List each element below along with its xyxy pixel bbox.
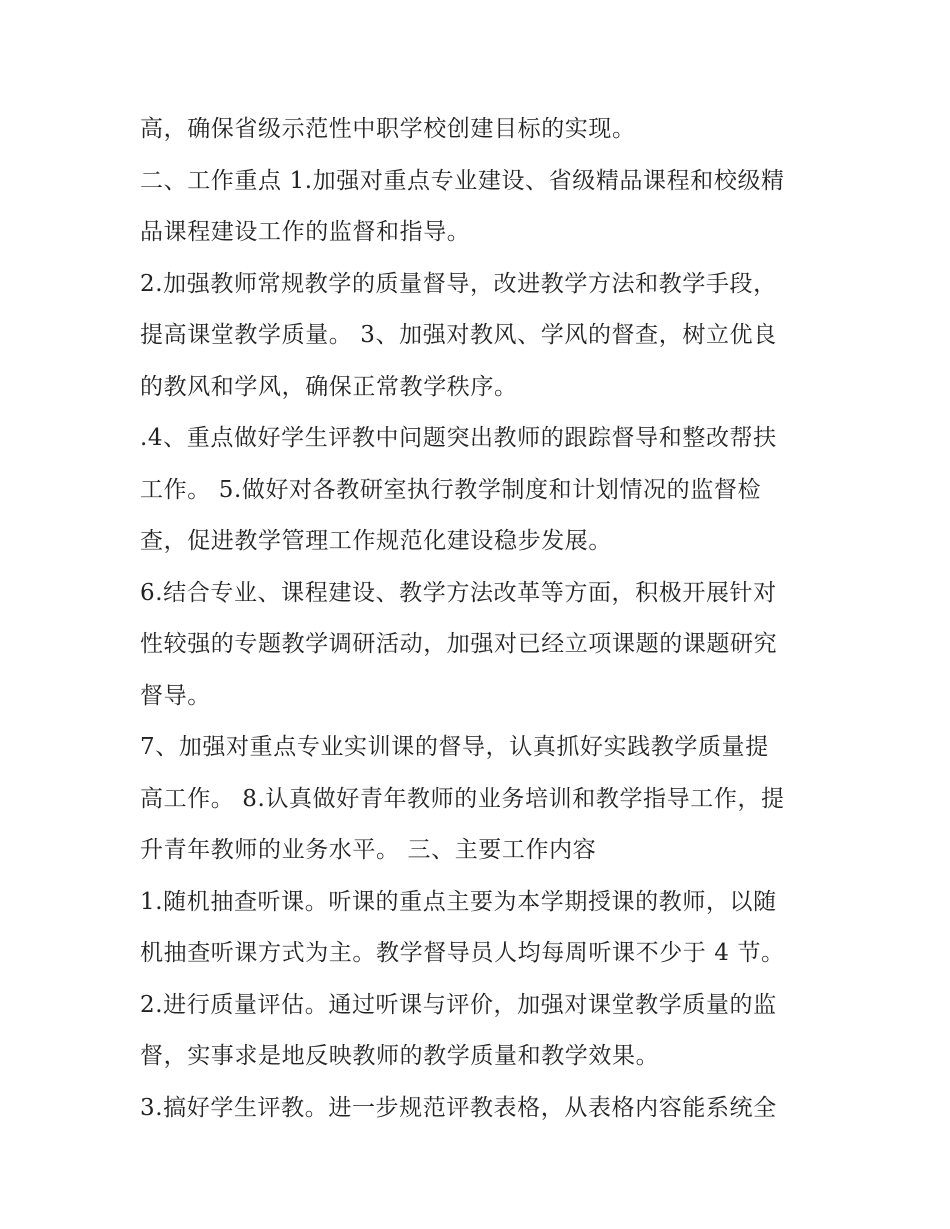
text-line: 的教风和学风，确保正常教学秩序。 [140, 373, 518, 400]
text-line: 品课程建设工作的监督和指导。 [140, 219, 471, 245]
text-line: 工作。 5.做好对各教研室执行教学制度和计划情况的监督检 [140, 476, 762, 503]
text-line: 1.随机抽查听课。听课的重点主要为本学期授课的教师，以随 [140, 888, 777, 915]
text-line: 3.搞好学生评教。进一步规范评教表格，从表格内容能系统全 [140, 1094, 777, 1121]
text-line: 提高课堂教学质量。 3、加强对教风、学风的督查，树立优良 [140, 322, 777, 348]
text-line: 督导。 [140, 682, 211, 709]
text-line: 7、加强对重点专业实训课的督导，认真抓好实践教学质量提 [140, 734, 769, 760]
text-line: .4、重点做好学生评教中问题突出教师的跟踪督导和整改帮扶 [140, 425, 777, 451]
text-line: 高，确保省级示范性中职学校创建目标的实现。 [140, 116, 636, 142]
text-line: 高工作。 8.认真做好青年教师的业务培训和教学指导工作，提 [140, 785, 785, 812]
text-line: 6.结合专业、课程建设、教学方法改革等方面，积极开展针对 [140, 579, 777, 606]
document-body [140, 104, 820, 1134]
text-line: 二、工作重点 1.加强对重点专业建设、省级精品课程和校级精 [140, 167, 785, 194]
text-line: 查，促进教学管理工作规范化建设稳步发展。 [140, 528, 612, 554]
text-line: 机抽查听课方式为主。教学督导员人均每周听课不少于 4 节。 [140, 940, 785, 966]
text-line: 2.进行质量评估。通过听课与评价，加强对课堂教学质量的监 [140, 991, 777, 1018]
text-line: 性较强的专题教学调研活动，加强对已经立项课题的课题研究 [140, 631, 778, 657]
text-line: 升青年教师的业务水平。 三、主要工作内容 [140, 837, 597, 863]
text-line: 2.加强教师常规教学的质量督导，改进教学方法和教学手段， [140, 270, 777, 297]
text-line: 督，实事求是地反映教师的教学质量和教学效果。 [140, 1043, 660, 1069]
